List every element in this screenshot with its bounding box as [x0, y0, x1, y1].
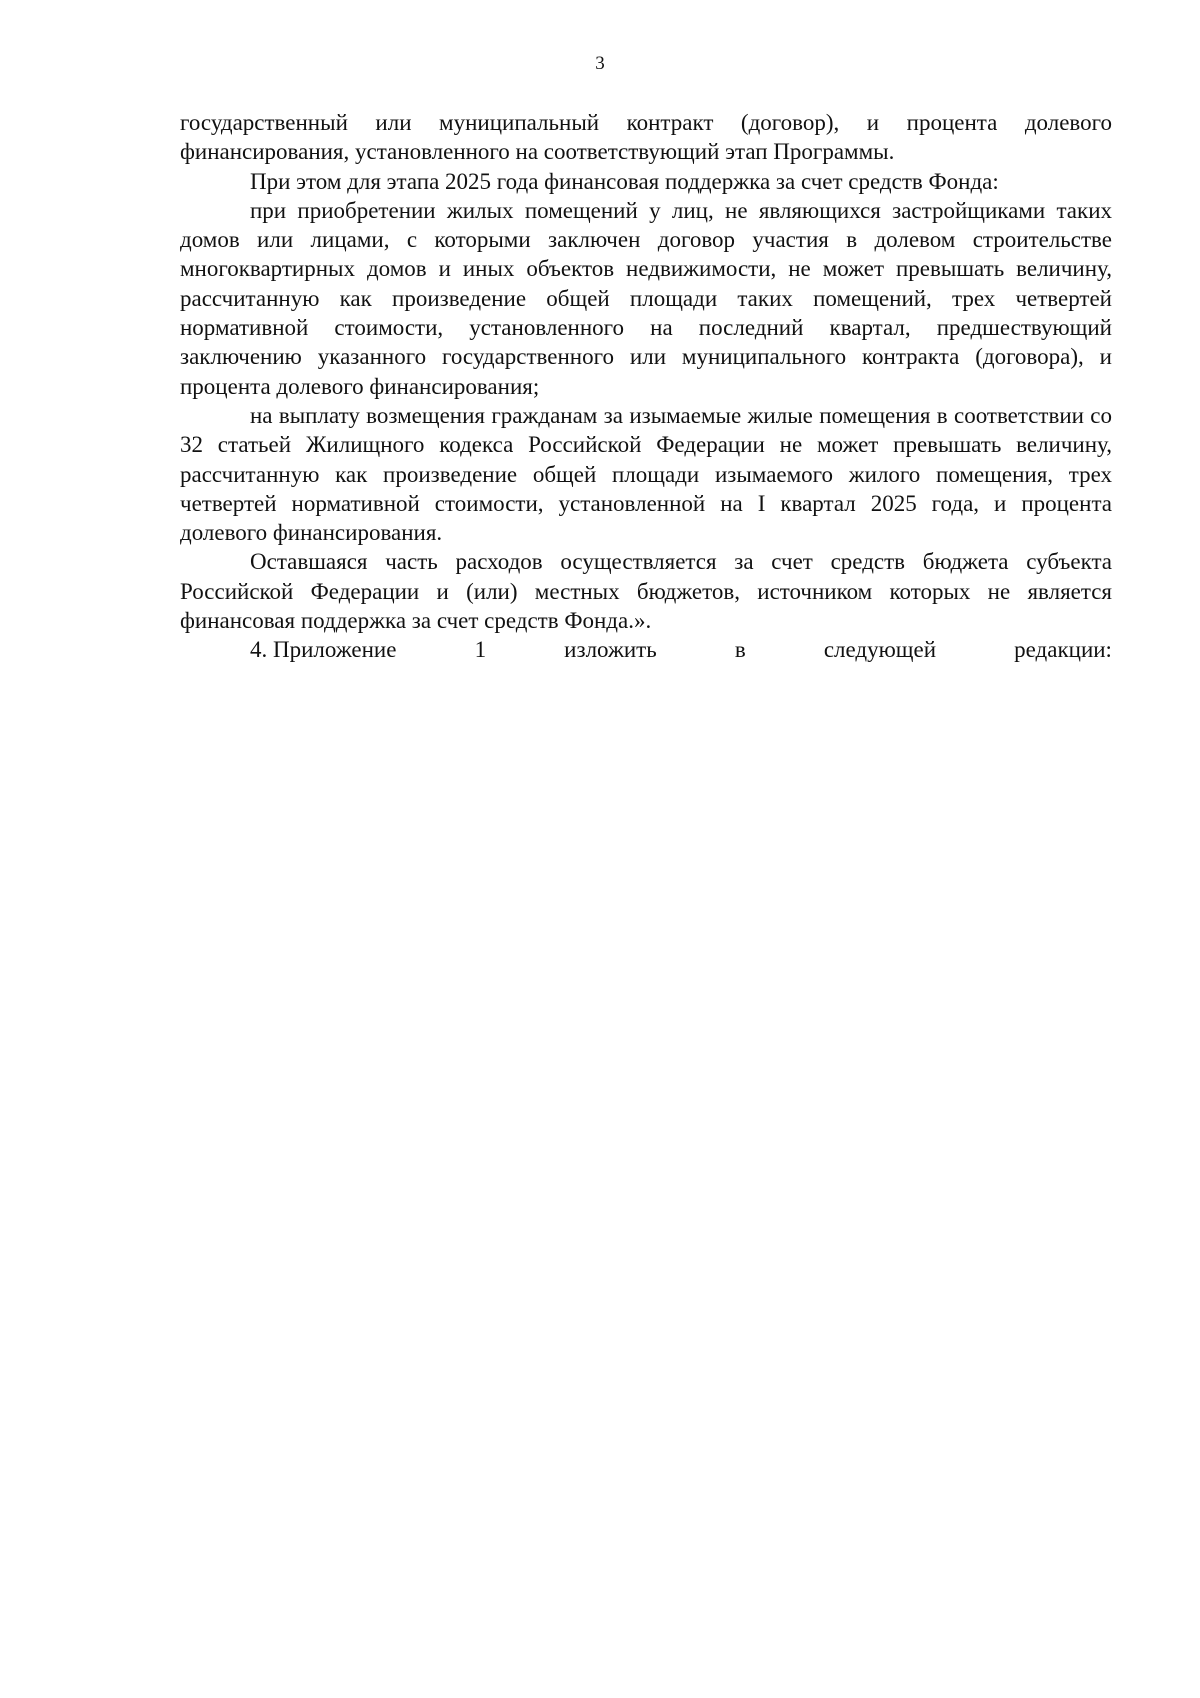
paragraph-acquisition: при приобретении жилых помещений у лиц, не являющихся застройщиками таких домов или лицами, с которыми заключен договор участия в долевом строительстве многоквартирных домов и иных объектов недвижимости, не может превышать величину, рассчитанную как произведение общей площади таких помещений, трех четвертей нормативной стоимости, установленного на последний квартал, предшествующий заключению указанного государственного или муниципального контракта (договора), и процента долевого финансирования; [180, 197, 1112, 399]
appendix-word: 1 [474, 637, 487, 663]
document-body [180, 108, 1112, 665]
appendix-word: редакции: [1014, 637, 1112, 663]
paragraph-stage-2025: При этом для этапа 2025 года финансовая поддержка за счет средств Фонда: [250, 168, 999, 194]
paragraph-appendix-item [180, 635, 1112, 664]
appendix-word: в [734, 637, 746, 663]
appendix-word: изложить [564, 637, 657, 663]
appendix-word: 4. Приложение [250, 637, 397, 663]
paragraph-remaining-costs: Оставшаяся часть расходов осуществляется за счет средств бюджета субъекта Российской Федерации и (или) местных бюджетов, источником которых не является финансовая поддержка за счет средств Фонда.». [180, 549, 1112, 634]
page-number: 3 [595, 53, 605, 74]
appendix-word: следующей [823, 637, 937, 663]
paragraph-compensation: на выплату возмещения гражданам за изымаемые жилые помещения в соответствии со 32 статьей Жилищного кодекса Российской Федерации не может превышать величину, рассчитанную как произведение общей площади изымаемого жилого помещения, трех четвертей нормативной стоимости, установленной на I квартал 2025 года, и процента долевого финансирования. [180, 402, 1112, 546]
paragraph-continuation: государственный или муниципальный контракт (договор), и процента долевого финансирования, установленного на соответствующий этап Программы. [180, 110, 1112, 165]
